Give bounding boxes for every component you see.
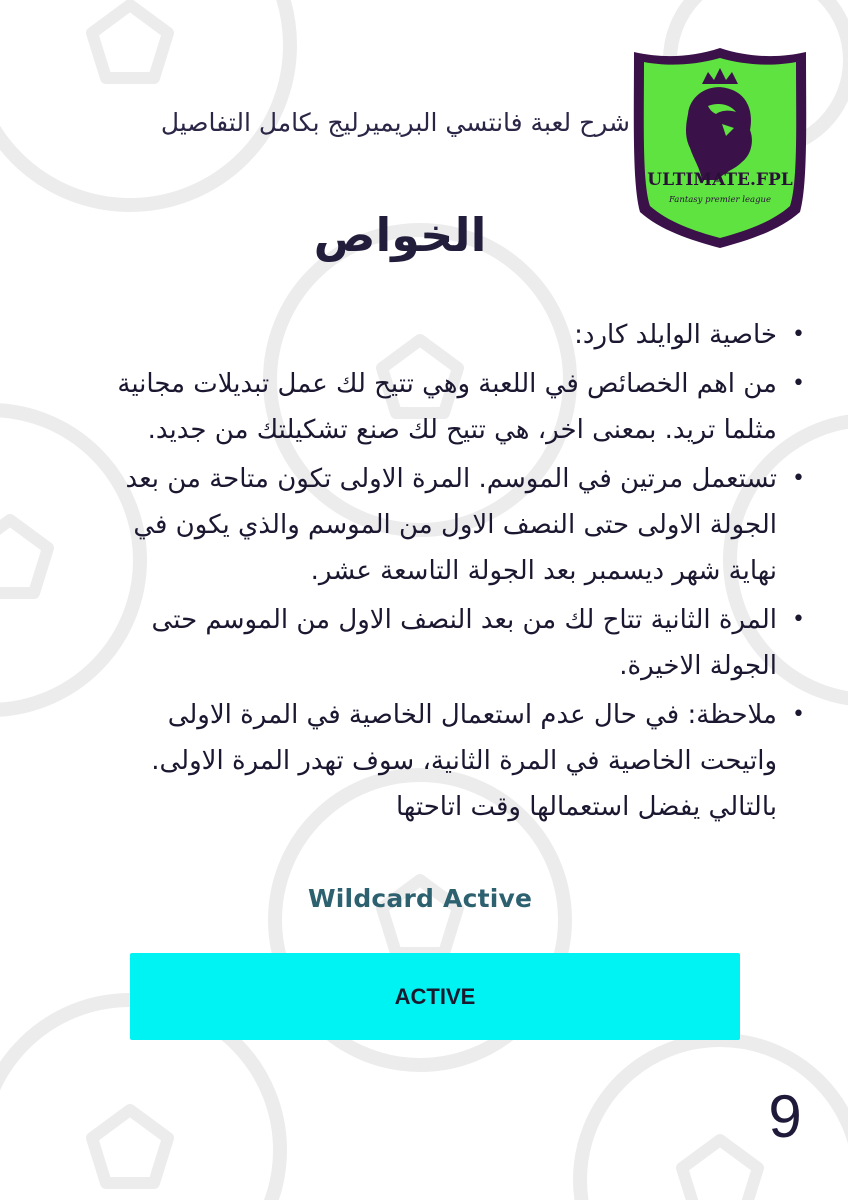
- bullet-icon: •: [792, 371, 805, 396]
- content-list: [95, 312, 807, 833]
- list-item: [95, 312, 807, 358]
- logo-tagline: Fantasy premier league: [668, 195, 772, 205]
- bullet-icon: •: [792, 702, 805, 727]
- list-item: [95, 361, 807, 453]
- list-item-text: المرة الثانية تتاح لك من بعد النصف الاول من الموسم حتى الجولة الاخيرة.: [151, 605, 777, 681]
- page-title: الخواص: [313, 208, 487, 262]
- active-button[interactable]: ACTIVE: [130, 953, 740, 1040]
- list-item-text: من اهم الخصائص في اللعبة وهي تتيح لك عمل تبديلات مجانية مثلما تريد. بمعنى اخر، هي تتيح لك صنع تشكيلتك من جديد.: [117, 369, 777, 445]
- list-item-text: خاصية الوايلد كارد:: [574, 320, 777, 350]
- list-item-text: ملاحظة: في حال عدم استعمال الخاصية في المرة الاولى واتيحت الخاصية في المرة الثانية، سوف تهدر المرة الاولى. بالتالي يفضل استعمالها وقت اتاحتها: [151, 700, 777, 822]
- logo-wordmark: ULTIMATE.FPL: [647, 170, 793, 190]
- shield-icon: [630, 44, 810, 250]
- ultimate-fpl-logo: [630, 44, 810, 250]
- list-item: [95, 597, 807, 689]
- bullet-icon: •: [792, 607, 805, 632]
- list-item: [95, 456, 807, 594]
- bullet-icon: •: [792, 466, 805, 491]
- wildcard-status-label: Wildcard Active: [308, 884, 533, 913]
- page-number: 9: [768, 1083, 802, 1150]
- list-item: [95, 692, 807, 830]
- bullet-icon: •: [792, 322, 805, 347]
- document-subtitle: شرح لعبة فانتسي البريميرليج بكامل التفاصيل: [160, 108, 630, 137]
- list-item-text: تستعمل مرتين في الموسم. المرة الاولى تكون متاحة من بعد الجولة الاولى حتى النصف الاول من الموسم والذي يكون في نهاية شهر ديسمبر بعد الجولة التاسعة عشر.: [125, 464, 777, 586]
